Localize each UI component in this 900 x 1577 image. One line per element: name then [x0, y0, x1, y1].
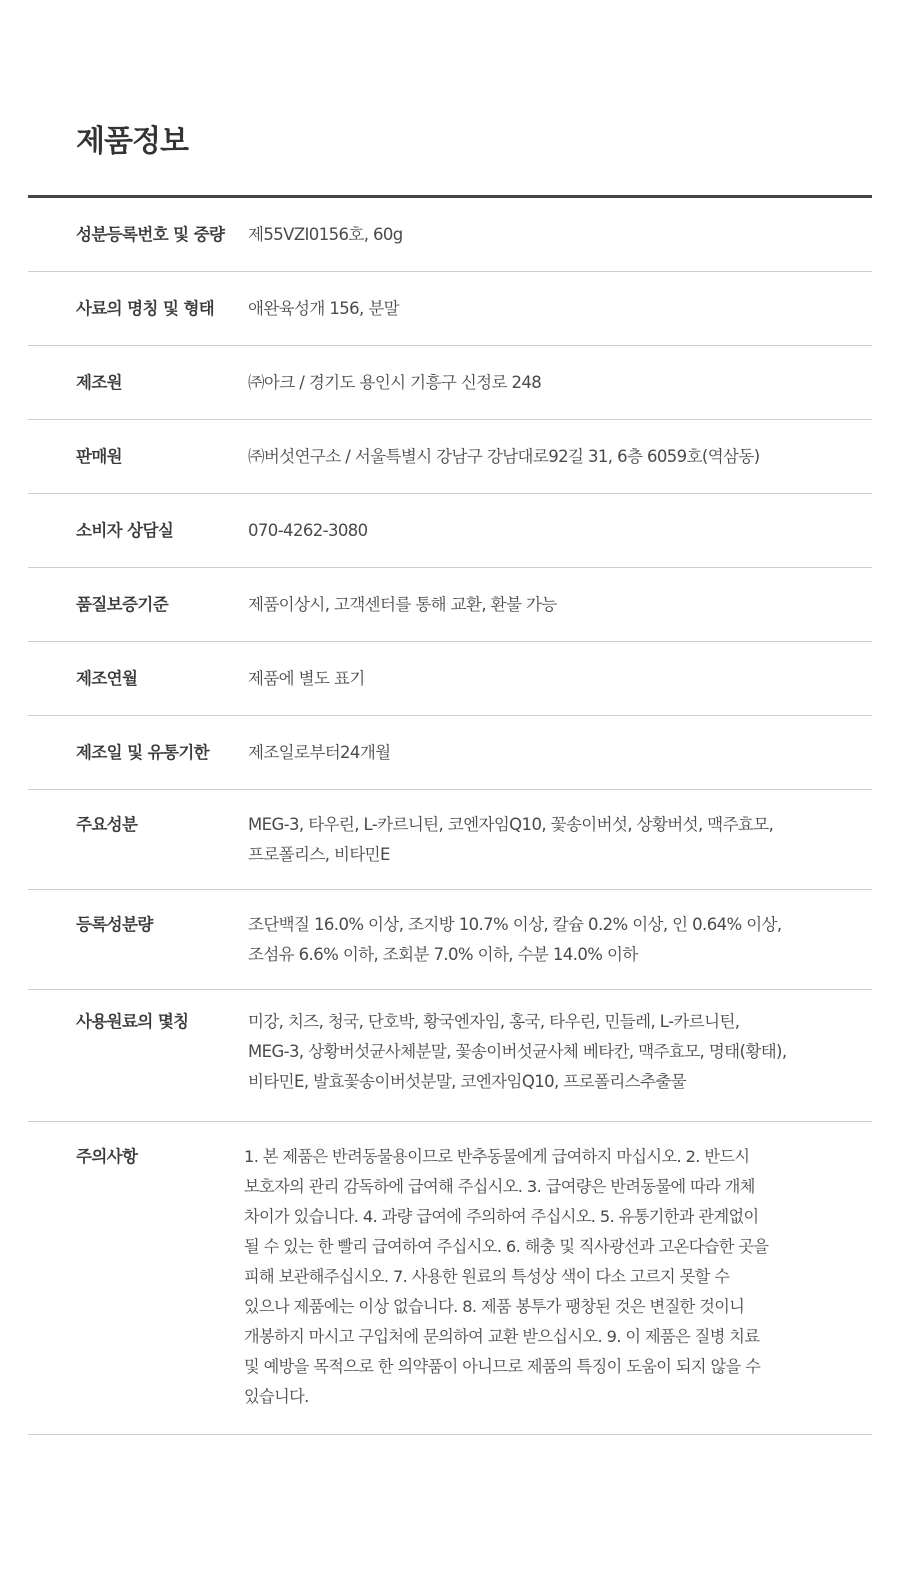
row-label: 판매원	[76, 447, 123, 466]
row-label: 등록성분량	[76, 915, 153, 934]
row-label: 성분등록번호 및 중량	[76, 225, 225, 244]
page-title: 제품정보	[76, 124, 188, 159]
row-label: 주의사항	[76, 1147, 138, 1166]
value-line: 있으나 제품에는 이상 없습니다. 8. 제품 봉투가 팽창된 것은 변질한 것이니	[244, 1297, 745, 1316]
value-line: 프로폴리스, 비타민E	[248, 845, 390, 864]
value-line: 있습니다.	[244, 1387, 309, 1406]
table-row-registration	[28, 198, 872, 272]
row-label: 제조연월	[76, 669, 138, 688]
row-value: 제품에 별도 표기	[248, 669, 365, 688]
table-row-manufacture-month	[28, 642, 872, 716]
row-label: 제조원	[76, 373, 123, 392]
row-value	[244, 1142, 872, 1434]
row-value	[248, 910, 872, 989]
table-row-registered-content	[28, 890, 872, 990]
table-row-raw-materials	[28, 990, 872, 1122]
row-value: 제품이상시, 고객센터를 통해 교환, 환불 가능	[248, 595, 557, 614]
row-value: 070-4262-3080	[248, 521, 368, 540]
row-value	[248, 810, 872, 889]
value-line: 미강, 치즈, 청국, 단호박, 황국엔자임, 홍국, 타우린, 민들레, L-카르니틴,	[248, 1012, 740, 1031]
value-line: MEG-3, 상황버섯균사체분말, 꽃송이버섯균사체 베타칸, 맥주효모, 명태(황태),	[248, 1042, 787, 1061]
table-row-feed-name	[28, 272, 872, 346]
value-line: MEG-3, 타우린, L-카르니틴, 코엔자임Q10, 꽃송이버섯, 상황버섯, 맥주효모,	[248, 815, 774, 834]
value-line: 1. 본 제품은 반려동물용이므로 반추동물에게 급여하지 마십시오. 2. 반드시	[244, 1147, 750, 1166]
row-label: 주요성분	[76, 815, 138, 834]
row-label: 품질보증기준	[76, 595, 169, 614]
value-line: 개봉하지 마시고 구입처에 문의하여 교환 받으십시오. 9. 이 제품은 질병 치료	[244, 1327, 760, 1346]
row-label: 사용원료의 몇칭	[76, 1012, 189, 1031]
row-label: 사료의 명칭 및 형태	[76, 299, 215, 318]
value-line: 비타민E, 발효꽃송이버섯분말, 코엔자임Q10, 프로폴리스추출물	[248, 1072, 687, 1091]
row-value	[248, 1007, 872, 1121]
table-row-seller	[28, 420, 872, 494]
value-line: 및 예방을 목적으로 한 의약품이 아니므로 제품의 특징이 도움이 되지 않을 수	[244, 1357, 761, 1376]
value-line: 차이가 있습니다. 4. 과량 급여에 주의하여 주십시오. 5. 유통기한과 관계없이	[244, 1207, 759, 1226]
value-line: 보호자의 관리 감독하에 급여해 주십시오. 3. 급여량은 반려동물에 따라 개체	[244, 1177, 755, 1196]
table-row-expiry	[28, 716, 872, 790]
row-value: 제55VZI0156호, 60g	[248, 225, 403, 244]
row-value: 제조일로부터24개월	[248, 743, 391, 762]
table-row-manufacturer	[28, 346, 872, 420]
table-row-customer-center	[28, 494, 872, 568]
value-line: 조섬유 6.6% 이하, 조회분 7.0% 이하, 수분 14.0% 이하	[248, 945, 638, 964]
row-value: ㈜버섯연구소 / 서울특별시 강남구 강남대로92길 31, 6층 6059호(역삼동)	[248, 447, 760, 466]
table-row-quality-guarantee	[28, 568, 872, 642]
value-line: 조단백질 16.0% 이상, 조지방 10.7% 이상, 칼슘 0.2% 이상, 인 0.64% 이상,	[248, 915, 782, 934]
table-row-main-ingredients	[28, 790, 872, 890]
value-line: 피해 보관해주십시오. 7. 사용한 원료의 특성상 색이 다소 고르지 못할 수	[244, 1267, 730, 1286]
row-label: 제조일 및 유통기한	[76, 743, 210, 762]
row-value: 애완육성개 156, 분말	[248, 299, 400, 318]
value-line: 될 수 있는 한 빨리 급여하여 주십시오. 6. 해충 및 직사광선과 고온다습한 곳을	[244, 1237, 769, 1256]
product-info-table	[28, 195, 872, 1435]
row-value: ㈜아크 / 경기도 용인시 기흥구 신정로 248	[248, 373, 542, 392]
row-label: 소비자 상담실	[76, 521, 174, 540]
table-row-cautions	[28, 1122, 872, 1435]
